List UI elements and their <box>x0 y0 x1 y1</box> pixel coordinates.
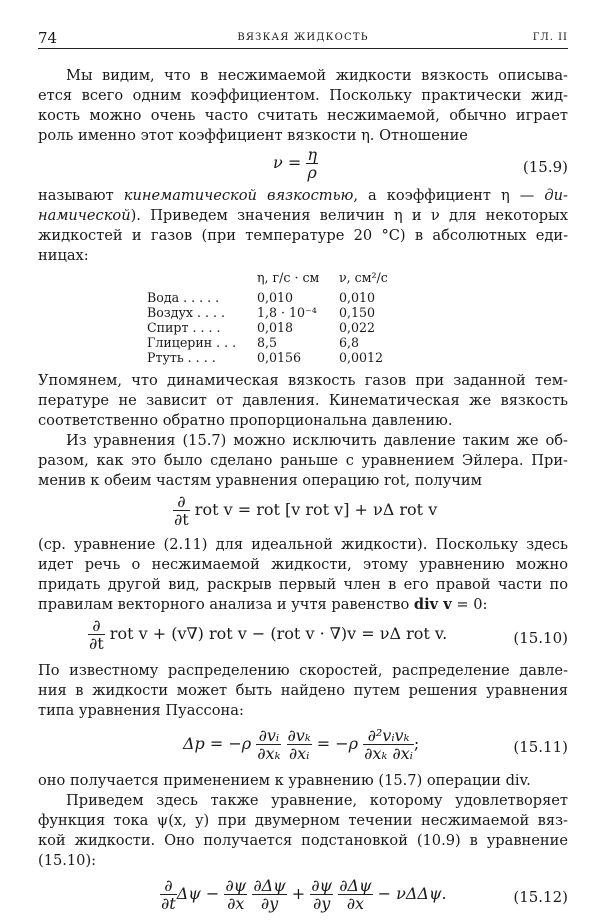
viscosity-table <box>38 266 568 371</box>
numerator: ∂ <box>88 617 105 635</box>
text-line: менив к обеим частям уравнения операцию rot, получим <box>38 472 482 489</box>
text-line: Из уравнения (15.7) можно исключить давление таким же об- <box>66 432 568 449</box>
paragraph-1 <box>38 66 568 146</box>
row-eta: 0,010 <box>257 290 294 305</box>
numerator: ∂ <box>160 877 177 895</box>
text-line: кой жидкости. Оно получается подстановкой (10.9) в уравнение <box>38 832 568 849</box>
denominator: ∂t <box>174 510 189 529</box>
row-eta: 1,8 · 10⁻⁴ <box>257 305 317 320</box>
equation-15-10 <box>38 615 568 661</box>
text-line: пературе не зависит от давления. Кинематическая же вязкость <box>38 392 568 409</box>
text-line: Упомянем, что динамическая вязкость газов при заданной тем- <box>38 372 568 389</box>
book-page <box>38 26 568 913</box>
eq-term: − νΔΔψ. <box>372 884 447 903</box>
text-line: (ср. уравнение (2.11) для идеальной жидкости). Поскольку здесь <box>38 536 568 553</box>
denominator: ∂y <box>313 894 331 913</box>
text-line: ния в жидкости может быть найдено путем решения уравнения <box>38 682 568 699</box>
text-line: жидкостей и газов (при температуре 20 °С) в абсолютных еди- <box>38 227 568 244</box>
chapter-label: ГЛ. II <box>532 32 568 43</box>
row-name: Ртуть . . . . <box>147 350 216 365</box>
paragraph-5 <box>38 535 568 615</box>
text-line: Приведем здесь также уравнение, которому удовлетворяет <box>66 792 568 809</box>
equation-number: (15.11) <box>513 738 568 756</box>
paragraph-6 <box>38 661 568 721</box>
equation-15-11 <box>38 721 568 771</box>
row-nu: 0,150 <box>339 305 376 320</box>
eq-body: rot v = rot [v rot v] + νΔ rot v <box>189 500 438 519</box>
column-header-nu: ν, см²/с <box>339 270 388 285</box>
denominator: ∂xₖ <box>257 744 281 763</box>
eq-fraction <box>306 146 318 181</box>
paragraph-4 <box>38 431 568 491</box>
eq-fraction <box>338 877 372 912</box>
text-line: роль именно этот коэффициент вязкости η. Отношение <box>38 127 468 144</box>
row-name: Вода . . . . . <box>147 290 220 305</box>
denominator: ρ <box>307 163 317 182</box>
numerator: ∂Δψ <box>339 876 372 895</box>
page-number: 74 <box>38 29 58 47</box>
eq-fraction <box>252 877 286 912</box>
numerator: ∂vₖ <box>287 726 311 745</box>
equation-number: (15.10) <box>513 629 568 647</box>
eq-lhs: ν = <box>273 153 302 172</box>
text-run: , а коэффициент η — <box>353 187 545 204</box>
text-run: ). Приведем значения величин η и ν для некоторых <box>130 207 568 224</box>
text-line: (15.10): <box>38 852 97 869</box>
denominator: ∂y <box>260 894 279 913</box>
numerator: ∂ <box>173 493 190 511</box>
numerator: ∂²vᵢvₖ <box>363 727 414 745</box>
row-eta: 0,0156 <box>257 350 302 365</box>
row-nu: 0,0012 <box>339 350 384 365</box>
text-line: типа уравнения Пуассона: <box>38 702 244 719</box>
bold-term: div v <box>413 596 452 613</box>
italic-term: намической <box>38 207 131 224</box>
eq-fraction <box>363 727 414 762</box>
text-line: функция тока ψ(x, y) при двумерном течении несжимаемой вяз- <box>38 812 568 829</box>
text-line: По известному распределению скоростей, распределение давле- <box>38 662 568 679</box>
text-line: идет речь о несжимаемой жидкости, этому уравнению можно <box>38 556 568 573</box>
text-line <box>38 206 568 226</box>
text-line: разом, как это было сделано раньше с уравнением Эйлера. При- <box>38 452 568 469</box>
numerator: ∂ψ <box>225 876 247 895</box>
paragraph-7 <box>38 771 568 791</box>
eq-lhs: Δp = −ρ <box>183 734 252 753</box>
row-name: Спирт . . . . <box>147 320 221 335</box>
eq-fraction <box>310 877 333 912</box>
running-title: ВЯЗКАЯ ЖИДКОСТЬ <box>237 32 369 43</box>
eq-fraction <box>173 493 190 528</box>
eq-mid: = −ρ <box>311 734 359 753</box>
eq-body: rot v + (v∇) rot v − (rot v · ∇)v = νΔ rot v. <box>104 624 448 643</box>
text-line <box>38 595 568 615</box>
italic-term: кинематической вязкостью <box>123 187 354 204</box>
numerator: ∂Δψ <box>253 876 286 895</box>
numerator: ∂ψ <box>311 876 333 895</box>
eq-term: + <box>286 884 311 903</box>
equation-15-12 <box>38 871 568 921</box>
row-eta: 8,5 <box>257 335 278 350</box>
eq-fraction <box>224 877 247 912</box>
text-run: = 0: <box>451 596 488 613</box>
equation-15-9 <box>38 146 568 186</box>
equation-number: (15.12) <box>513 888 568 906</box>
row-nu: 0,010 <box>339 290 376 305</box>
text-run: правилам векторного анализа и учтя равенство <box>38 596 414 613</box>
denominator: ∂x <box>227 894 245 913</box>
denominator: ∂t <box>161 894 176 913</box>
row-eta: 0,018 <box>257 320 294 335</box>
eq-fraction <box>88 617 105 652</box>
text-line <box>38 186 568 206</box>
text-line: придать другой вид, раскрыв первый член в его правой части по <box>38 576 568 593</box>
text-line: Мы видим, что в несжимаемой жидкости вязкость описыва- <box>66 67 568 84</box>
page-body <box>38 66 568 921</box>
text-line: ницах: <box>38 247 89 264</box>
denominator: ∂t <box>89 634 104 653</box>
column-header-eta: η, г/с · см <box>257 270 320 285</box>
text-line: оно получается применением к уравнению (15.7) операции div. <box>38 772 531 789</box>
paragraph-3 <box>38 371 568 431</box>
equation-rot <box>38 491 568 535</box>
eq-fraction <box>160 877 177 912</box>
eq-term: Δψ − <box>176 884 225 903</box>
paragraph-2 <box>38 186 568 266</box>
text-run: называют <box>38 187 124 204</box>
italic-term: ди- <box>544 187 568 204</box>
row-nu: 0,022 <box>339 320 376 335</box>
running-header <box>38 26 568 48</box>
header-rule <box>38 48 568 49</box>
row-name: Глицерин . . . <box>147 335 237 350</box>
eq-end: ; <box>413 734 420 753</box>
numerator: η <box>307 145 317 164</box>
denominator: ∂xᵢ <box>288 744 310 763</box>
row-nu: 6,8 <box>339 335 360 350</box>
paragraph-8 <box>38 791 568 871</box>
eq-fraction <box>287 727 312 762</box>
text-line: ется всего одним коэффициентом. Поскольку практически жид- <box>38 87 568 104</box>
denominator: ∂x <box>346 894 365 913</box>
denominator: ∂xₖ ∂xᵢ <box>364 744 413 763</box>
text-line: соответственно обратно пропорциональна давлению. <box>38 412 453 429</box>
text-line: кость можно очень часто считать несжимаемой, обычно играет <box>38 107 568 124</box>
numerator: ∂vᵢ <box>256 727 281 745</box>
equation-number: (15.9) <box>522 158 568 176</box>
eq-fraction <box>256 727 281 762</box>
row-name: Воздух . . . . <box>147 305 225 320</box>
